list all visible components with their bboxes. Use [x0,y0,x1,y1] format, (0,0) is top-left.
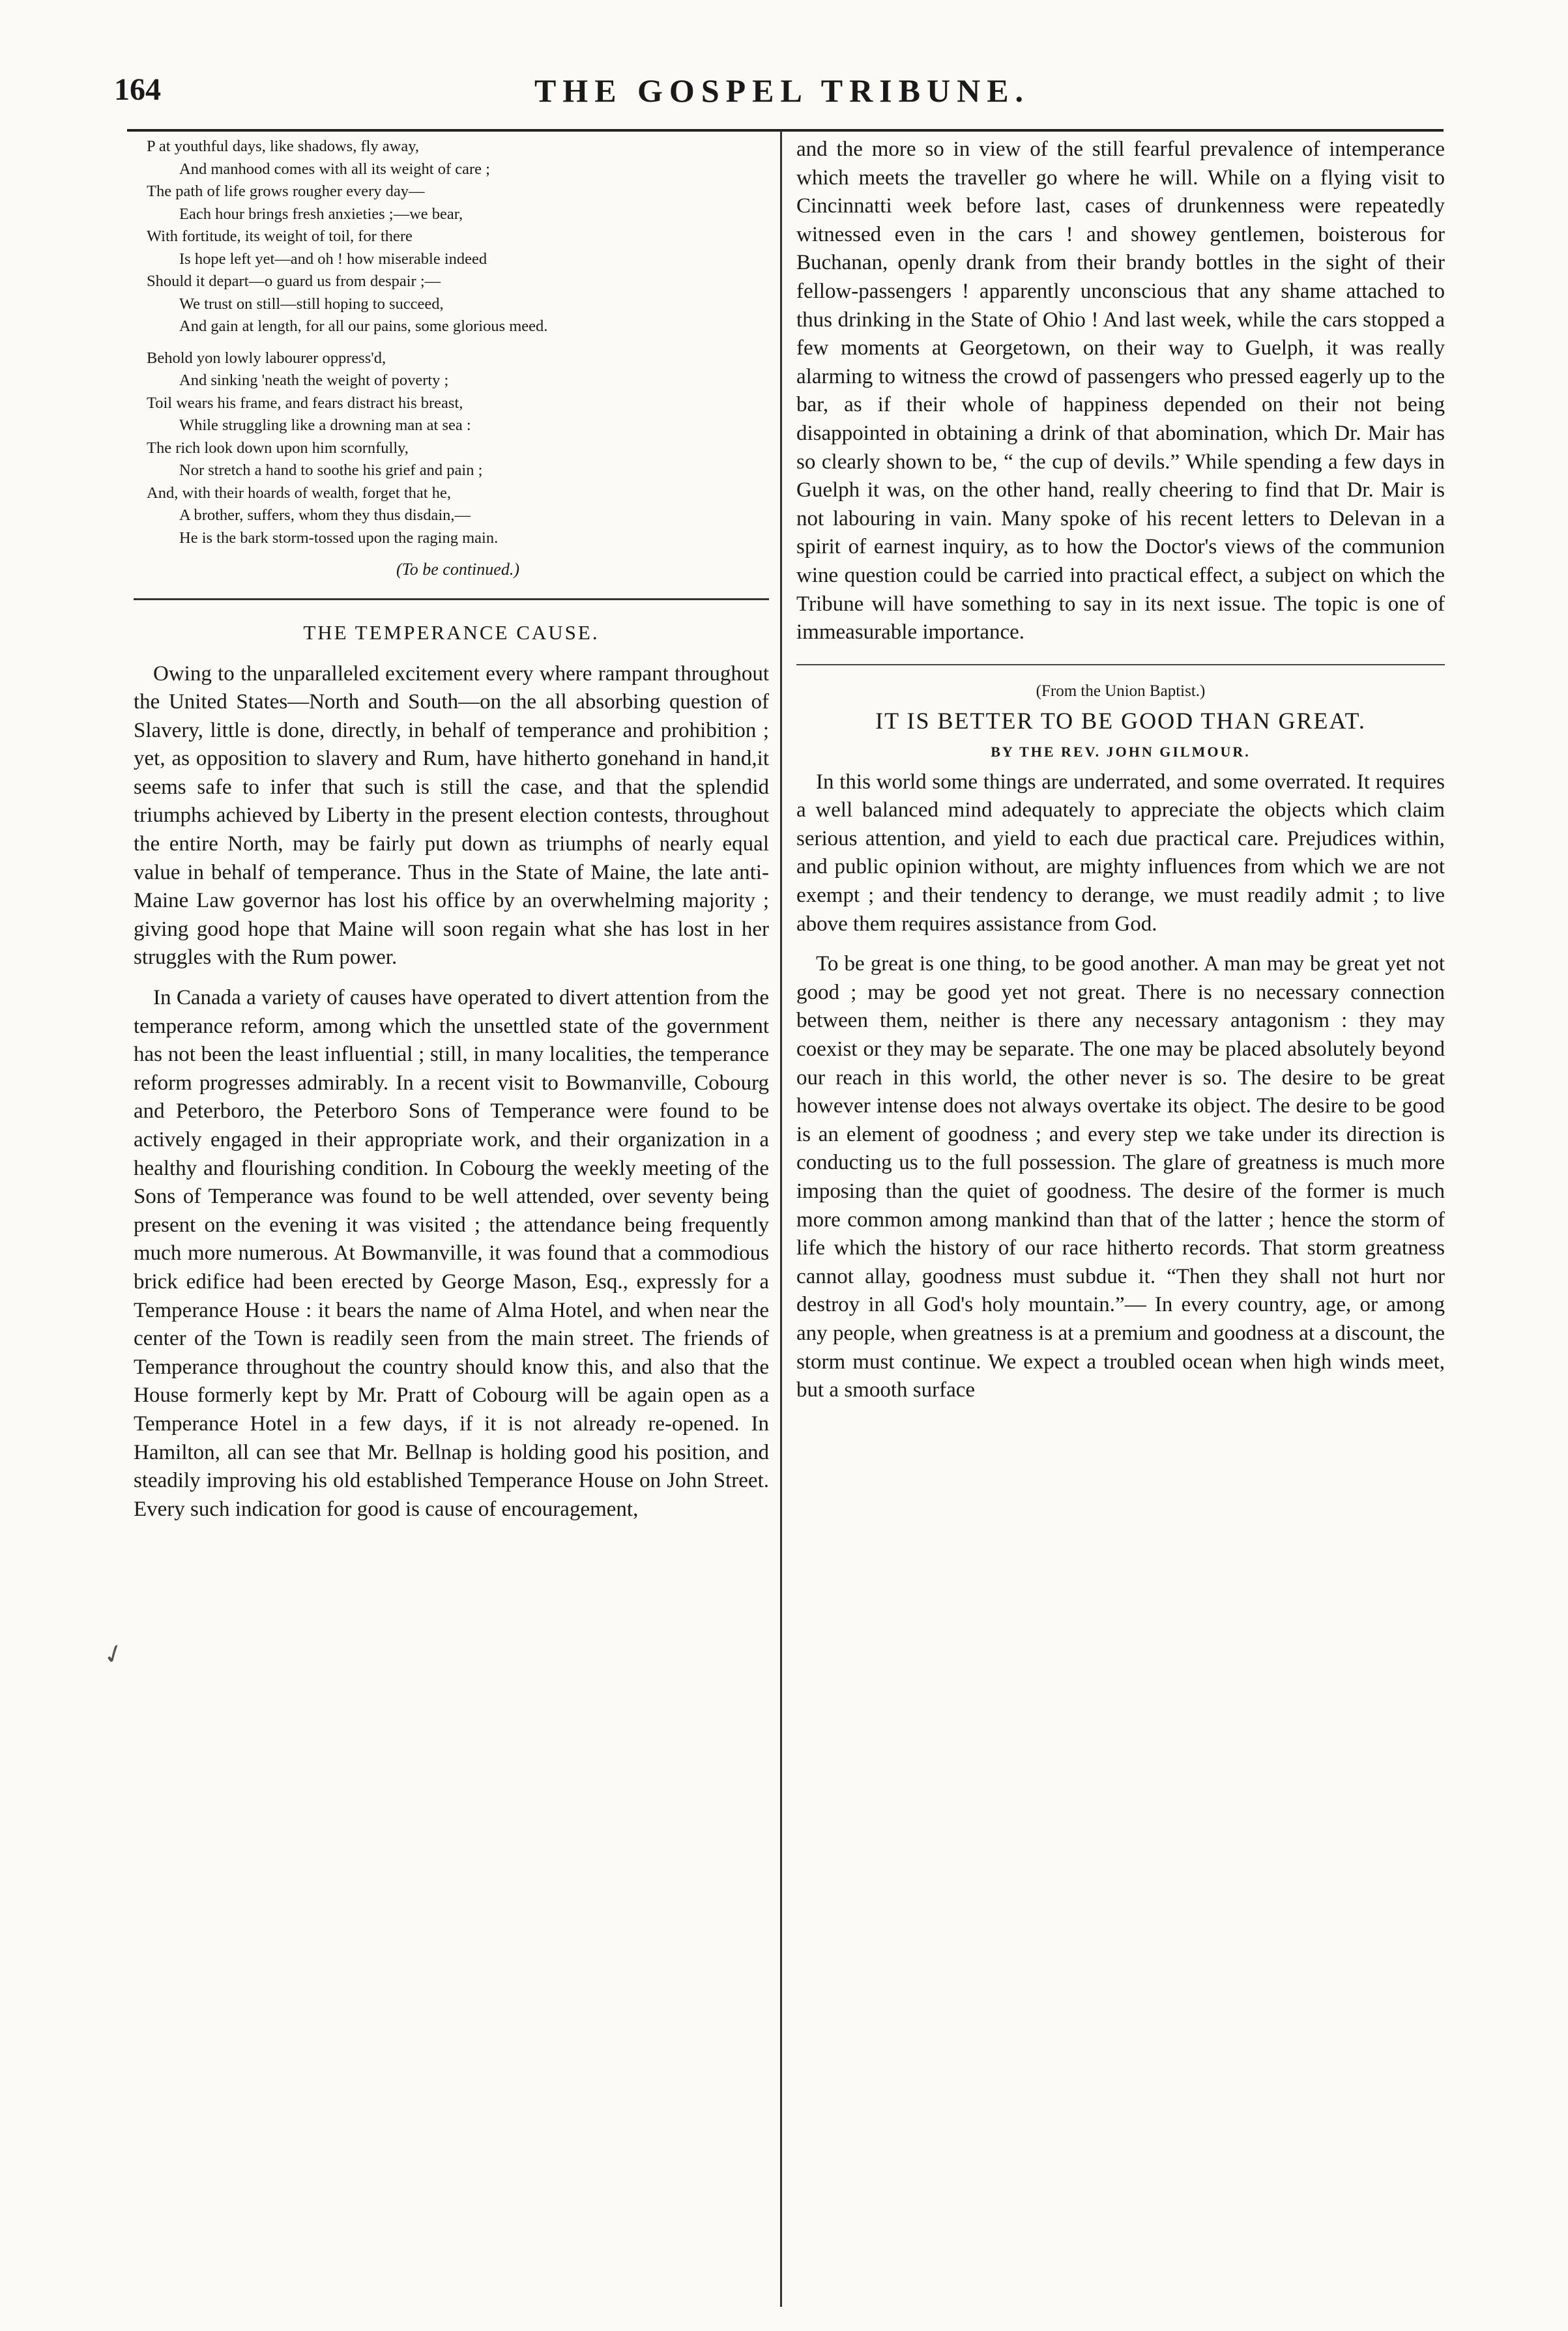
poem-stanza-1 [147,136,769,338]
right-column [796,136,1445,1405]
page-number: 164 [114,72,161,107]
poem-line: P at youthful days, like shadows, fly away, [147,138,420,155]
poem-line: The rich look down upon him scornfully, [147,439,409,457]
article-paragraph: In Canada a variety of causes have operated to divert attention from the temperance reform, among which the unsettled state of the government has not been the least influential ; still, in many localities, the temperance reform progresses admirably. In a recent visit to Bowmanville, Cobourg and Peterboro, the Peterboro Sons of Temperance were found to be actively engaged in their appropriate work, and their organization in a healthy and flourishing condition. In Cobourg the weekly meeting of the Sons of Temperance was found to be well attended, over seventy being present on the evening it was visited ; the attendance being frequently much more numerous. At Bowmanville, it was found that a commodious brick edifice had been erected by George Mason, Esq., expressly for a Temperance House : it bears the name of Alma Hotel, and when near the center of the Town is readily seen from the main street. The friends of Temperance throughout the country should know this, and also that the House formerly kept by Mr. Pratt of Cobourg will be again open as a Temperance Hotel in a few days, if it is not already re-opened. In Hamilton, all can see that Mr. Bellnap is holding good his position, and steadily improving his old established Temperance House on John Street. Every such indication for good is cause of encouragement, [134,986,769,1521]
page-header [114,72,1450,117]
poem-line: The path of life grows rougher every day— [147,182,425,200]
poem-line: He is the bark storm-tossed upon the raging main. [179,528,499,547]
poem-line: And gain at length, for all our pains, some glorious meed. [179,317,548,335]
poem-line: Is hope left yet—and oh ! how miserable indeed [179,250,487,268]
poem-stanza-2 [147,347,769,550]
column-divider [780,130,782,2307]
poem-line: And, with their hoards of wealth, forget that he, [147,484,451,502]
header-rule [127,129,1444,132]
poem-line: Should it depart—o guard us from despair ;— [147,272,441,290]
left-column [134,136,769,1524]
poem-line: With fortitude, its weight of toil, for there [147,227,413,245]
margin-tick-mark: ✓ [98,1636,130,1672]
poem-line: While struggling like a drowning man at sea : [179,416,471,434]
article-title-better: IT IS BETTER TO BE GOOD THAN GREAT. [875,707,1366,734]
poem [147,136,769,581]
poem-line: And manhood comes with all its weight of care ; [179,160,490,178]
poem-line: Toil wears his frame, and fears distract his breast, [147,394,463,412]
poem-line: Behold yon lowly labourer oppress'd, [147,349,386,367]
poem-line: A brother, suffers, whom they thus disdain,— [179,506,471,524]
section-rule [134,598,769,600]
to-be-continued-note: (To be continued.) [396,560,519,579]
article-source: (From the Union Baptist.) [1036,682,1206,700]
masthead-title: THE GOSPEL TRIBUNE. [534,72,1030,109]
article-paragraph: In this world some things are underrated, and some overrated. It requires a well balanced mind adequately to appreciate the objects which claim serious attention, and yield to each due practical care. Prejudices within, and public opinion without, are mighty influences from which we are not exempt ; and their tendency to derange, we must readily admit ; to live above them requires assistance from God. [796,770,1445,936]
article-paragraph: Owing to the unparalleled excitement every where rampant throughout the United States—North and South—on the all absorbing question of Slavery, little is done, directly, in behalf of temperance and prohibition ; yet, as opposition to slavery and Rum, have hitherto gonehand in hand,it seems safe to infer that such is still the case, and that the splendid triumphs achieved by Liberty in the present election contests, throughout the entire North, may be fairly put down as triumphs of nearly equal value in behalf of temperance. Thus in the State of Maine, the late anti-Maine Law governor has lost his office by an overwhelming majority ; giving good hope that Maine will soon regain what she has lost in her struggles with the Rum power. [134,661,769,970]
poem-line: Each hour brings fresh anxieties ;—we bear, [179,205,463,223]
poem-line: And sinking 'neath the weight of poverty ; [179,371,449,389]
article-paragraph-continued: and the more so in view of the still fearful prevalence of intemperance which meets the traveller go where he will. While on a flying visit to Cincinnatti week before last, cases of drunkenness were repeatedly witnessed even in the cars ! and showey gentlemen, boisterous for Buchanan, openly drank from their brandy bottles in the sight of their fellow-passengers ! apparently unconscious that any shame attached to thus drinking in the State of Ohio ! And last week, while the cars stopped a few moments at Georgetown, on their way to Guelph, it was really alarming to witness the crowd of passengers who pressed eagerly up to the bar, as if their whole of happiness depended on their not being disappointed in obtaining a drink of that abomination, which Dr. Mair has so clearly shown to be, “ the cup of devils.” While spending a few days in Guelph it was, on the other hand, really cheering to find that Dr. Mair is not labouring in vain. Many spoke of his recent letters to Delevan in a spirit of earnest inquiry, as to how the Doctor's views of the communion wine question could be carried into practical effect, a subject on which the Tribune will have something to say in its next issue. The topic is one of immeasurable importance. [796,138,1445,644]
article-byline: BY THE REV. JOHN GILMOUR. [991,743,1251,760]
poem-line: We trust on still—still hoping to succeed, [179,295,444,313]
section-rule [796,664,1445,665]
article-title-temperance: THE TEMPERANCE CAUSE. [303,620,600,644]
poem-line: Nor stretch a hand to soothe his grief and pain ; [179,461,483,479]
article-paragraph: To be great is one thing, to be good another. A man may be great yet not good ; may be good yet not great. There is no necessary connection between them, neither is there any necessary antagonism : they may coexist or they may be separate. The one may be placed absolutely beyond our reach in this world, the other never is so. The desire to be great however intense does not always overtake its object. The desire to be good is an element of goodness ; and every step we take under its direction is conducting us to the full possession. The glare of greatness is much more imposing than the quiet of goodness. The desire of the former is much more common among mankind than that of the latter ; hence the storm of life which the history of our race hitherto records. That storm greatness cannot allay, goodness must subdue it. “Then they shall not hurt nor destroy in all God's holy mountain.”— In every country, age, or among any people, when greatness is at a premium and goodness at a discount, the storm must continue. We expect a troubled ocean when high winds meet, but a smooth surface [796,952,1445,1402]
